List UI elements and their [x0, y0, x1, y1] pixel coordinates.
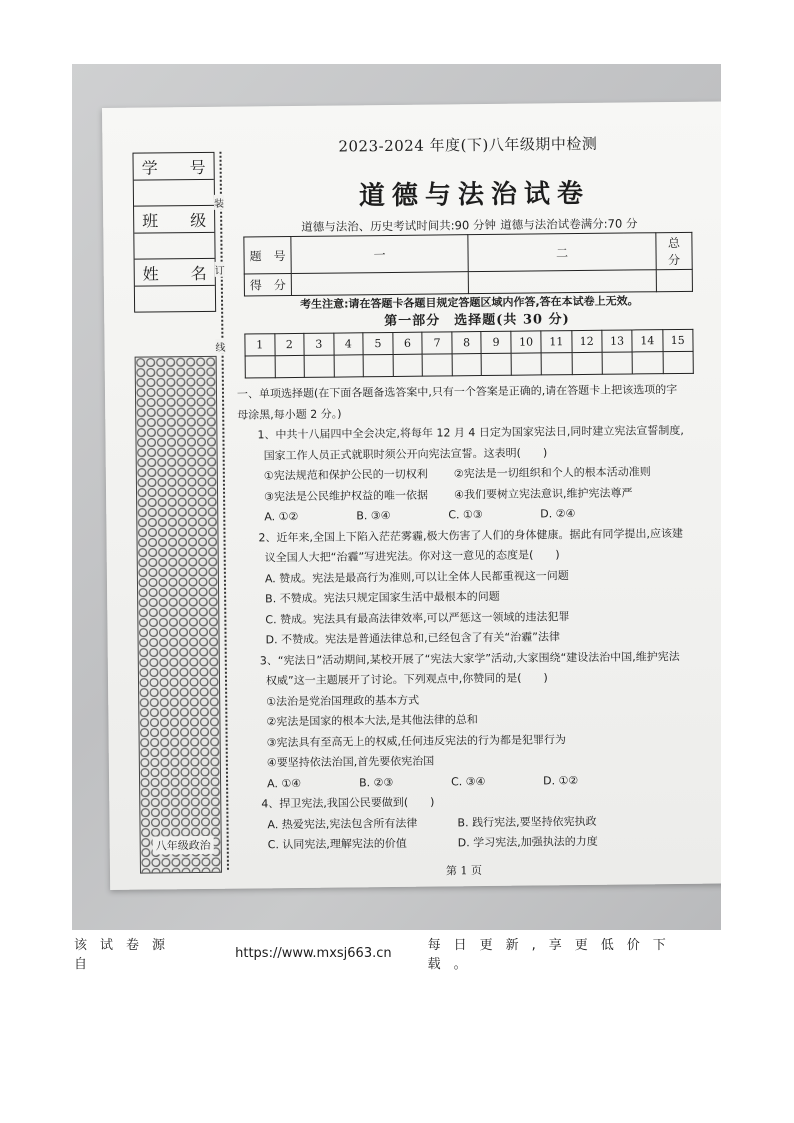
question-stem: 4、捍卫宪法,我国公民要做到( )	[261, 795, 435, 811]
option: C. 赞成。宪法具有最高法律效率,可以严惩这一领域的违法犯罪	[265, 609, 570, 626]
score-header-total: 总 分	[656, 232, 692, 269]
option: D. ②④	[540, 507, 576, 521]
answer-cell	[663, 351, 694, 373]
answer-number: 5	[363, 332, 393, 354]
name-blank	[135, 286, 215, 312]
statement: ②宪法是国家的根本大法,是其他法律的总和	[266, 713, 478, 729]
answer-cell	[511, 353, 542, 375]
name-label: 姓 名	[135, 259, 215, 287]
page-number: 第 1 页	[445, 864, 483, 878]
question-stem: 1、中共十八届四中全会决定,将每年 12 月 4 日定为国家宪法日,同时建立宪法宣誓制度,	[257, 423, 684, 442]
score-table	[243, 232, 693, 297]
time-note: 道德与法治、历史考试时间共:90 分钟	[301, 217, 496, 234]
answer-number: 7	[422, 332, 452, 354]
answer-number: 15	[662, 329, 693, 351]
answer-number: 10	[511, 331, 542, 353]
answer-number: 3	[304, 333, 334, 355]
statement: ②宪法是一切组织和个人的根本活动准则	[453, 465, 651, 481]
part-title: 第一部分 选择题(共 30 分)	[384, 312, 570, 330]
seal-mark-3: 线	[215, 339, 225, 354]
answer-number: 12	[571, 330, 602, 352]
footer-update-text: 每日更新,享更低价下载。	[427, 938, 679, 972]
answer-cell	[632, 352, 663, 374]
option: B. ②③	[359, 775, 394, 789]
exam-photo	[72, 64, 721, 930]
student-id-blank	[134, 180, 214, 207]
student-id-label: 学 号	[133, 153, 213, 181]
grade-subject-label: 八年级政治	[153, 836, 214, 855]
exam-paper	[102, 102, 721, 890]
option: C. ①③	[448, 508, 483, 522]
statement: ③宪法具有至高无上的权威,任何违反宪法的行为都是犯罪行为	[266, 732, 567, 749]
statement: ④我们要树立宪法意识,维护宪法尊严	[453, 485, 633, 501]
question-stem: 2、近年来,全国上下陷入茫茫雾霾,极大伤害了人们的身体健康。据此有同学提出,应该建	[258, 526, 684, 544]
answer-cell	[422, 354, 452, 376]
question-stem: 权威”这一主题展开了讨论。下列观点中,你赞同的是( )	[265, 671, 548, 688]
exam-notice: 考生注意:请在答题卡各题目规定答题区域内作答,答在本试卷上无效。	[299, 294, 639, 311]
answer-cell	[304, 355, 334, 377]
option: C. ③④	[451, 774, 486, 788]
student-info-box	[132, 152, 216, 313]
answer-number: 2	[274, 333, 304, 355]
answer-cell	[452, 354, 482, 376]
option: D. ①②	[542, 773, 579, 787]
answer-number: 13	[602, 330, 633, 352]
answer-grid	[244, 329, 693, 379]
score-header-part2: 二	[468, 233, 656, 272]
option: C. 认同宪法,理解宪法的价值	[267, 836, 407, 852]
answer-cell	[393, 354, 423, 376]
answer-number: 8	[452, 332, 482, 354]
class-label: 班 级	[134, 206, 214, 234]
class-blank	[134, 233, 214, 260]
option: A. 赞成。宪法是最高行为准则,可以让全体人民都重视这一问题	[264, 568, 569, 585]
option: A. ①④	[267, 776, 302, 790]
answer-number: 1	[245, 334, 275, 356]
options-row	[242, 831, 707, 856]
source-footer	[74, 934, 724, 972]
section-intro: 母涂黑,每小题 2 分。)	[237, 407, 342, 422]
option: D. 学习宪法,加强执法的力度	[457, 834, 598, 850]
binding-line	[219, 152, 229, 870]
score-header-question: 题 号	[244, 237, 291, 274]
statement: ①宪法规范和保护公民的一切权利	[263, 467, 428, 483]
answer-number: 9	[481, 331, 511, 353]
answer-cell	[541, 353, 572, 375]
statement: ③宪法是公民维护权益的唯一依据	[264, 488, 429, 503]
score-row-label: 得 分	[244, 274, 291, 296]
option: D. 不赞成。宪法是普通法律总和,已经包含了有关“治霾”法律	[265, 630, 560, 647]
answer-number: 11	[541, 331, 572, 353]
answer-cell	[363, 354, 393, 376]
answer-number: 14	[632, 330, 663, 352]
answer-number: 4	[334, 333, 364, 355]
option: A. 热爱宪法,宪法包含所有法律	[267, 816, 418, 831]
seal-mark-1: 装	[214, 195, 224, 210]
answer-cell	[275, 355, 305, 377]
answer-cell	[245, 356, 275, 378]
question-list	[237, 380, 707, 856]
statement: ①法治是党治国理政的基本方式	[266, 693, 420, 708]
answer-cell	[481, 353, 511, 375]
score-cell	[291, 272, 468, 296]
statement: ④要坚持依法治国,首先要依宪治国	[266, 754, 435, 770]
option: B. 不赞成。宪法只规定国家生活中最根本的问题	[265, 589, 500, 606]
answer-cell	[334, 355, 364, 377]
score-cell	[656, 269, 692, 291]
score-header-part1: 一	[291, 235, 468, 274]
answer-cell	[602, 352, 633, 374]
exam-subtitle: 2023-2024 年度(下)八年级期中检测	[338, 134, 598, 156]
question-stem: 议全国人大把“治霾”写进宪法。你对这一意见的态度是( )	[264, 548, 560, 565]
option: B. ③④	[356, 509, 391, 523]
option: A. ①②	[264, 509, 299, 524]
score-note: 道德与法治试卷满分:70 分	[500, 216, 638, 232]
footer-url-link[interactable]: https://www.mxsj663.cn	[235, 945, 392, 961]
option: B. 践行宪法,要坚持依宪执政	[457, 814, 597, 829]
footer-source-text: 该试卷源自	[74, 938, 179, 972]
security-pattern	[135, 356, 222, 874]
answer-number: 6	[393, 332, 423, 354]
exam-title: 道德与法治试卷	[358, 178, 591, 212]
question-stem: 3、“宪法日”活动期间,某校开展了“宪法大家学”活动,大家围绕“建设法治中国,维护宪法	[259, 649, 680, 667]
seal-mark-2: 订	[215, 262, 225, 277]
section-intro: 一、单项选择题(在下面各题备选答案中,只有一个答案是正确的,请在答题卡上把该选项的字	[236, 382, 678, 401]
answer-cell	[572, 352, 603, 374]
question-stem: 国家工作人员正式就职时须公开向宪法宣誓。这表明( )	[263, 445, 548, 462]
score-cell	[468, 270, 656, 294]
